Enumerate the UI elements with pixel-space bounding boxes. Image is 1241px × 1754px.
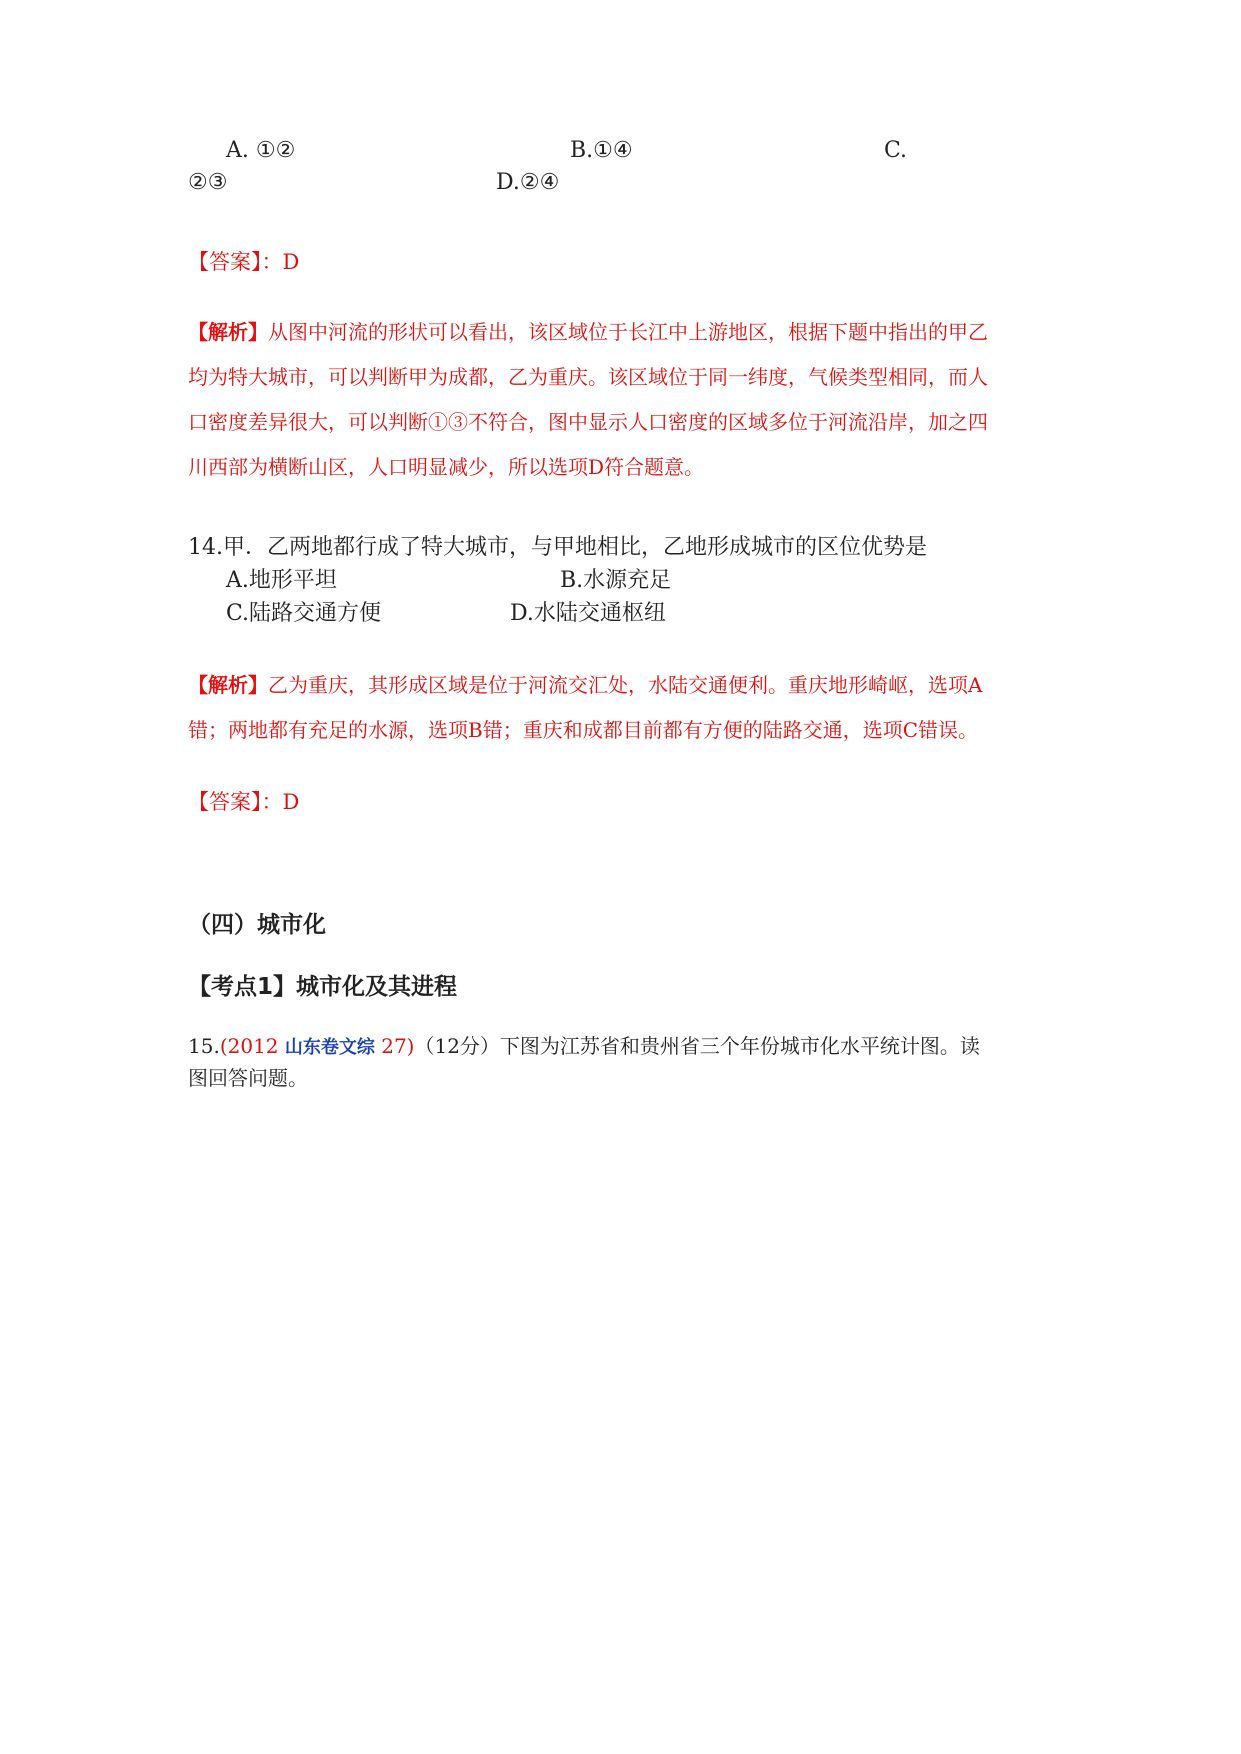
q13-explanation-label: 【解析】 <box>188 320 268 344</box>
q13-option-a: A. ①② <box>226 138 296 163</box>
q14-explanation-line: 错；两地都有充足的水源，选项B错；重庆和成都目前都有方便的陆路交通，选项C错误。 <box>188 718 978 742</box>
q13-option-d: D.②④ <box>496 170 560 195</box>
q14-option-a: A.地形平坦 <box>226 568 337 593</box>
q14-option-c: C.陆路交通方便 <box>226 601 382 626</box>
q15-stem-line2: 图回答问题。 <box>188 1066 308 1090</box>
q13-explanation-line: 从图中河流的形状可以看出，该区域位于长江中上游地区，根据下题中指出的甲乙 <box>268 320 988 344</box>
q15-stem-text: （12分）下图为江苏省和贵州省三个年份城市化水平统计图。读 <box>414 1034 980 1058</box>
q13-option-c: C. <box>884 138 908 163</box>
section-title: （四）城市化 <box>188 912 326 938</box>
q13-option-c-cont: ②③ <box>188 170 228 195</box>
kaodian-title: 【考点1】城市化及其进程 <box>188 974 458 1000</box>
q13-explanation <box>188 310 1068 490</box>
q15-source-open: (2012 <box>219 1034 285 1058</box>
q14-option-d: D.水陆交通枢纽 <box>510 601 666 626</box>
q14-answer: 【答案】：D <box>188 790 300 814</box>
q14-explanation-label: 【解析】 <box>188 673 268 697</box>
q15-number: 15. <box>188 1034 220 1058</box>
q14-explanation-line: 乙为重庆，其形成区域是位于河流交汇处，水陆交通便利。重庆地形崎岖，选项A <box>268 673 983 697</box>
q13-answer: 【答案】：D <box>188 250 300 274</box>
q14-stem: 14.甲．乙两地都行成了特大城市，与甲地相比，乙地形成城市的区位优势是 <box>188 535 927 560</box>
q15-source-close: 27) <box>374 1034 415 1058</box>
q13-explanation-line: 均为特大城市，可以判断甲为成都，乙为重庆。该区域位于同一纬度，气候类型相同，而人 <box>188 365 988 389</box>
q15-source-name: 山东卷文综 <box>284 1037 375 1058</box>
q15-stem <box>188 1030 980 1059</box>
q13-option-b: B.①④ <box>570 138 633 163</box>
q13-explanation-line: 川西部为横断山区，人口明显减少，所以选项D符合题意。 <box>188 455 705 479</box>
q13-explanation-line: 口密度差异很大，可以判断①③不符合，图中显示人口密度的区域多位于河流沿岸，加之四 <box>188 410 988 434</box>
q14-explanation <box>188 663 1068 753</box>
q14-option-b: B.水源充足 <box>560 568 672 593</box>
